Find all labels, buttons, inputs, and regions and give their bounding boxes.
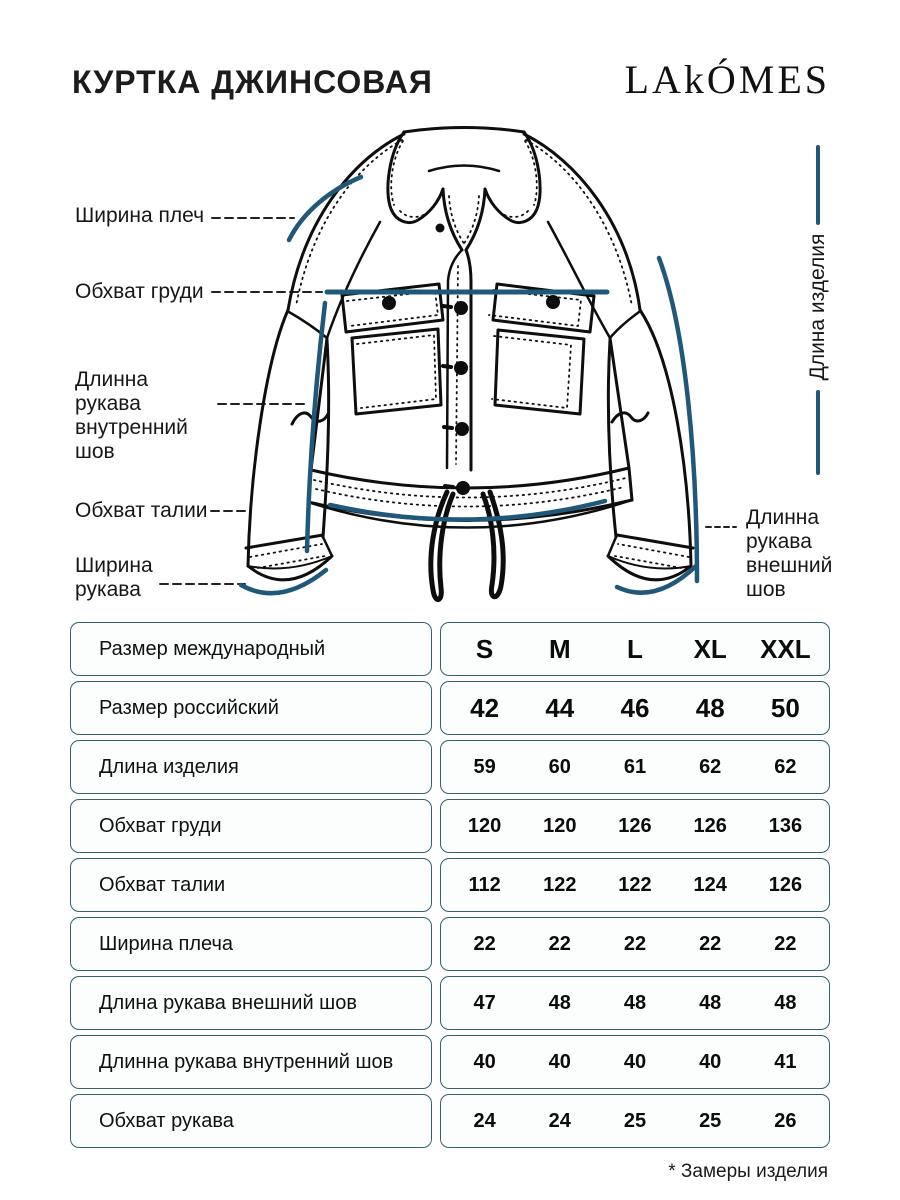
jacket-outline <box>246 128 693 580</box>
value-cell: 122 <box>543 873 577 896</box>
value-cell: 42 <box>470 692 500 723</box>
table-row <box>70 622 830 676</box>
value-cell: 25 <box>699 1109 722 1132</box>
size-table <box>70 622 830 1148</box>
table-row <box>70 740 830 794</box>
value-cell: 41 <box>774 1050 797 1073</box>
value-cell: 122 <box>618 873 652 896</box>
row-values <box>440 1035 830 1089</box>
label-shoulder-width: Ширина плеч <box>75 204 205 227</box>
value-cell: 46 <box>620 692 650 723</box>
value-cell: 22 <box>699 932 722 955</box>
label-garment-length: Длина изделия <box>806 233 829 381</box>
value-cell: 40 <box>623 1050 647 1073</box>
value-cell: 120 <box>467 814 502 837</box>
footnote: * Замеры изделия <box>668 1161 828 1182</box>
value-cell: 22 <box>548 932 571 955</box>
page-title: КУРТКА ДЖИНСОВАЯ <box>72 64 433 100</box>
value-cell: 40 <box>473 1050 496 1073</box>
value-cell: 61 <box>623 755 647 778</box>
value-cell: 50 <box>770 692 800 723</box>
value-cell: 62 <box>774 755 797 778</box>
brand-logo: LAkÓMES <box>624 57 830 102</box>
row-values <box>440 1094 830 1148</box>
value-cell: 48 <box>623 991 647 1014</box>
value-cell: 60 <box>548 755 571 778</box>
value-cell: XL <box>693 633 727 664</box>
row-label: Ширина плеча <box>70 917 432 971</box>
value-cell: 40 <box>699 1050 722 1073</box>
table-row <box>70 917 830 971</box>
value-cell: 112 <box>468 873 501 896</box>
cuff-width-line-left <box>241 570 326 593</box>
value-cell: 48 <box>699 991 722 1014</box>
value-cell: 26 <box>774 1109 797 1132</box>
row-label: Размер международный <box>70 622 432 676</box>
row-label: Обхват груди <box>70 799 432 853</box>
value-cell: 22 <box>473 932 496 955</box>
label-outer-sleeve: Длинна рукава внешний шов <box>746 506 833 601</box>
value-cell: S <box>475 633 494 664</box>
value-cell: 48 <box>695 692 725 723</box>
value-cell: 48 <box>548 991 571 1014</box>
value-cell: 136 <box>768 814 803 837</box>
row-label: Обхват рукава <box>70 1094 432 1148</box>
value-cell: XXL <box>760 633 811 664</box>
row-values <box>440 622 830 676</box>
value-cell: 62 <box>699 755 722 778</box>
value-cell: 44 <box>545 692 575 723</box>
row-values <box>440 917 830 971</box>
value-cell: 24 <box>548 1109 571 1132</box>
row-label: Размер российский <box>70 681 432 735</box>
value-cell: 126 <box>618 814 652 837</box>
value-cell: 25 <box>623 1109 647 1132</box>
value-cell: 47 <box>473 991 496 1014</box>
row-label: Длинна рукава внутренний шов <box>70 1035 432 1089</box>
value-cell: 48 <box>774 991 797 1014</box>
label-cuff-width: Ширина рукава <box>75 554 153 601</box>
row-values <box>440 858 830 912</box>
value-cell: 22 <box>623 932 647 955</box>
value-cell: 124 <box>693 873 727 896</box>
value-cell: 120 <box>543 814 577 837</box>
table-row <box>70 1035 830 1089</box>
value-cell: L <box>627 633 643 664</box>
label-waist-girth: Обхват талии <box>75 499 208 522</box>
row-label: Длина рукава внешний шов <box>70 976 432 1030</box>
row-values <box>440 681 830 735</box>
label-inner-sleeve: Длинна рукава внутренний шов <box>75 368 188 463</box>
value-cell: 40 <box>548 1050 571 1073</box>
row-label: Обхват талии <box>70 858 432 912</box>
value-cell: 126 <box>693 814 727 837</box>
value-cell: 22 <box>774 932 797 955</box>
table-row <box>70 1094 830 1148</box>
table-row <box>70 858 830 912</box>
value-cell: M <box>548 633 571 664</box>
row-label: Длина изделия <box>70 740 432 794</box>
value-cell: 126 <box>768 873 803 896</box>
row-values <box>440 740 830 794</box>
row-values <box>440 976 830 1030</box>
table-row <box>70 976 830 1030</box>
table-row <box>70 799 830 853</box>
value-cell: 24 <box>473 1109 496 1132</box>
drawstrings <box>431 492 503 600</box>
table-row <box>70 681 830 735</box>
value-cell: 59 <box>473 755 496 778</box>
row-values <box>440 799 830 853</box>
label-chest-girth: Обхват груди <box>75 280 204 303</box>
